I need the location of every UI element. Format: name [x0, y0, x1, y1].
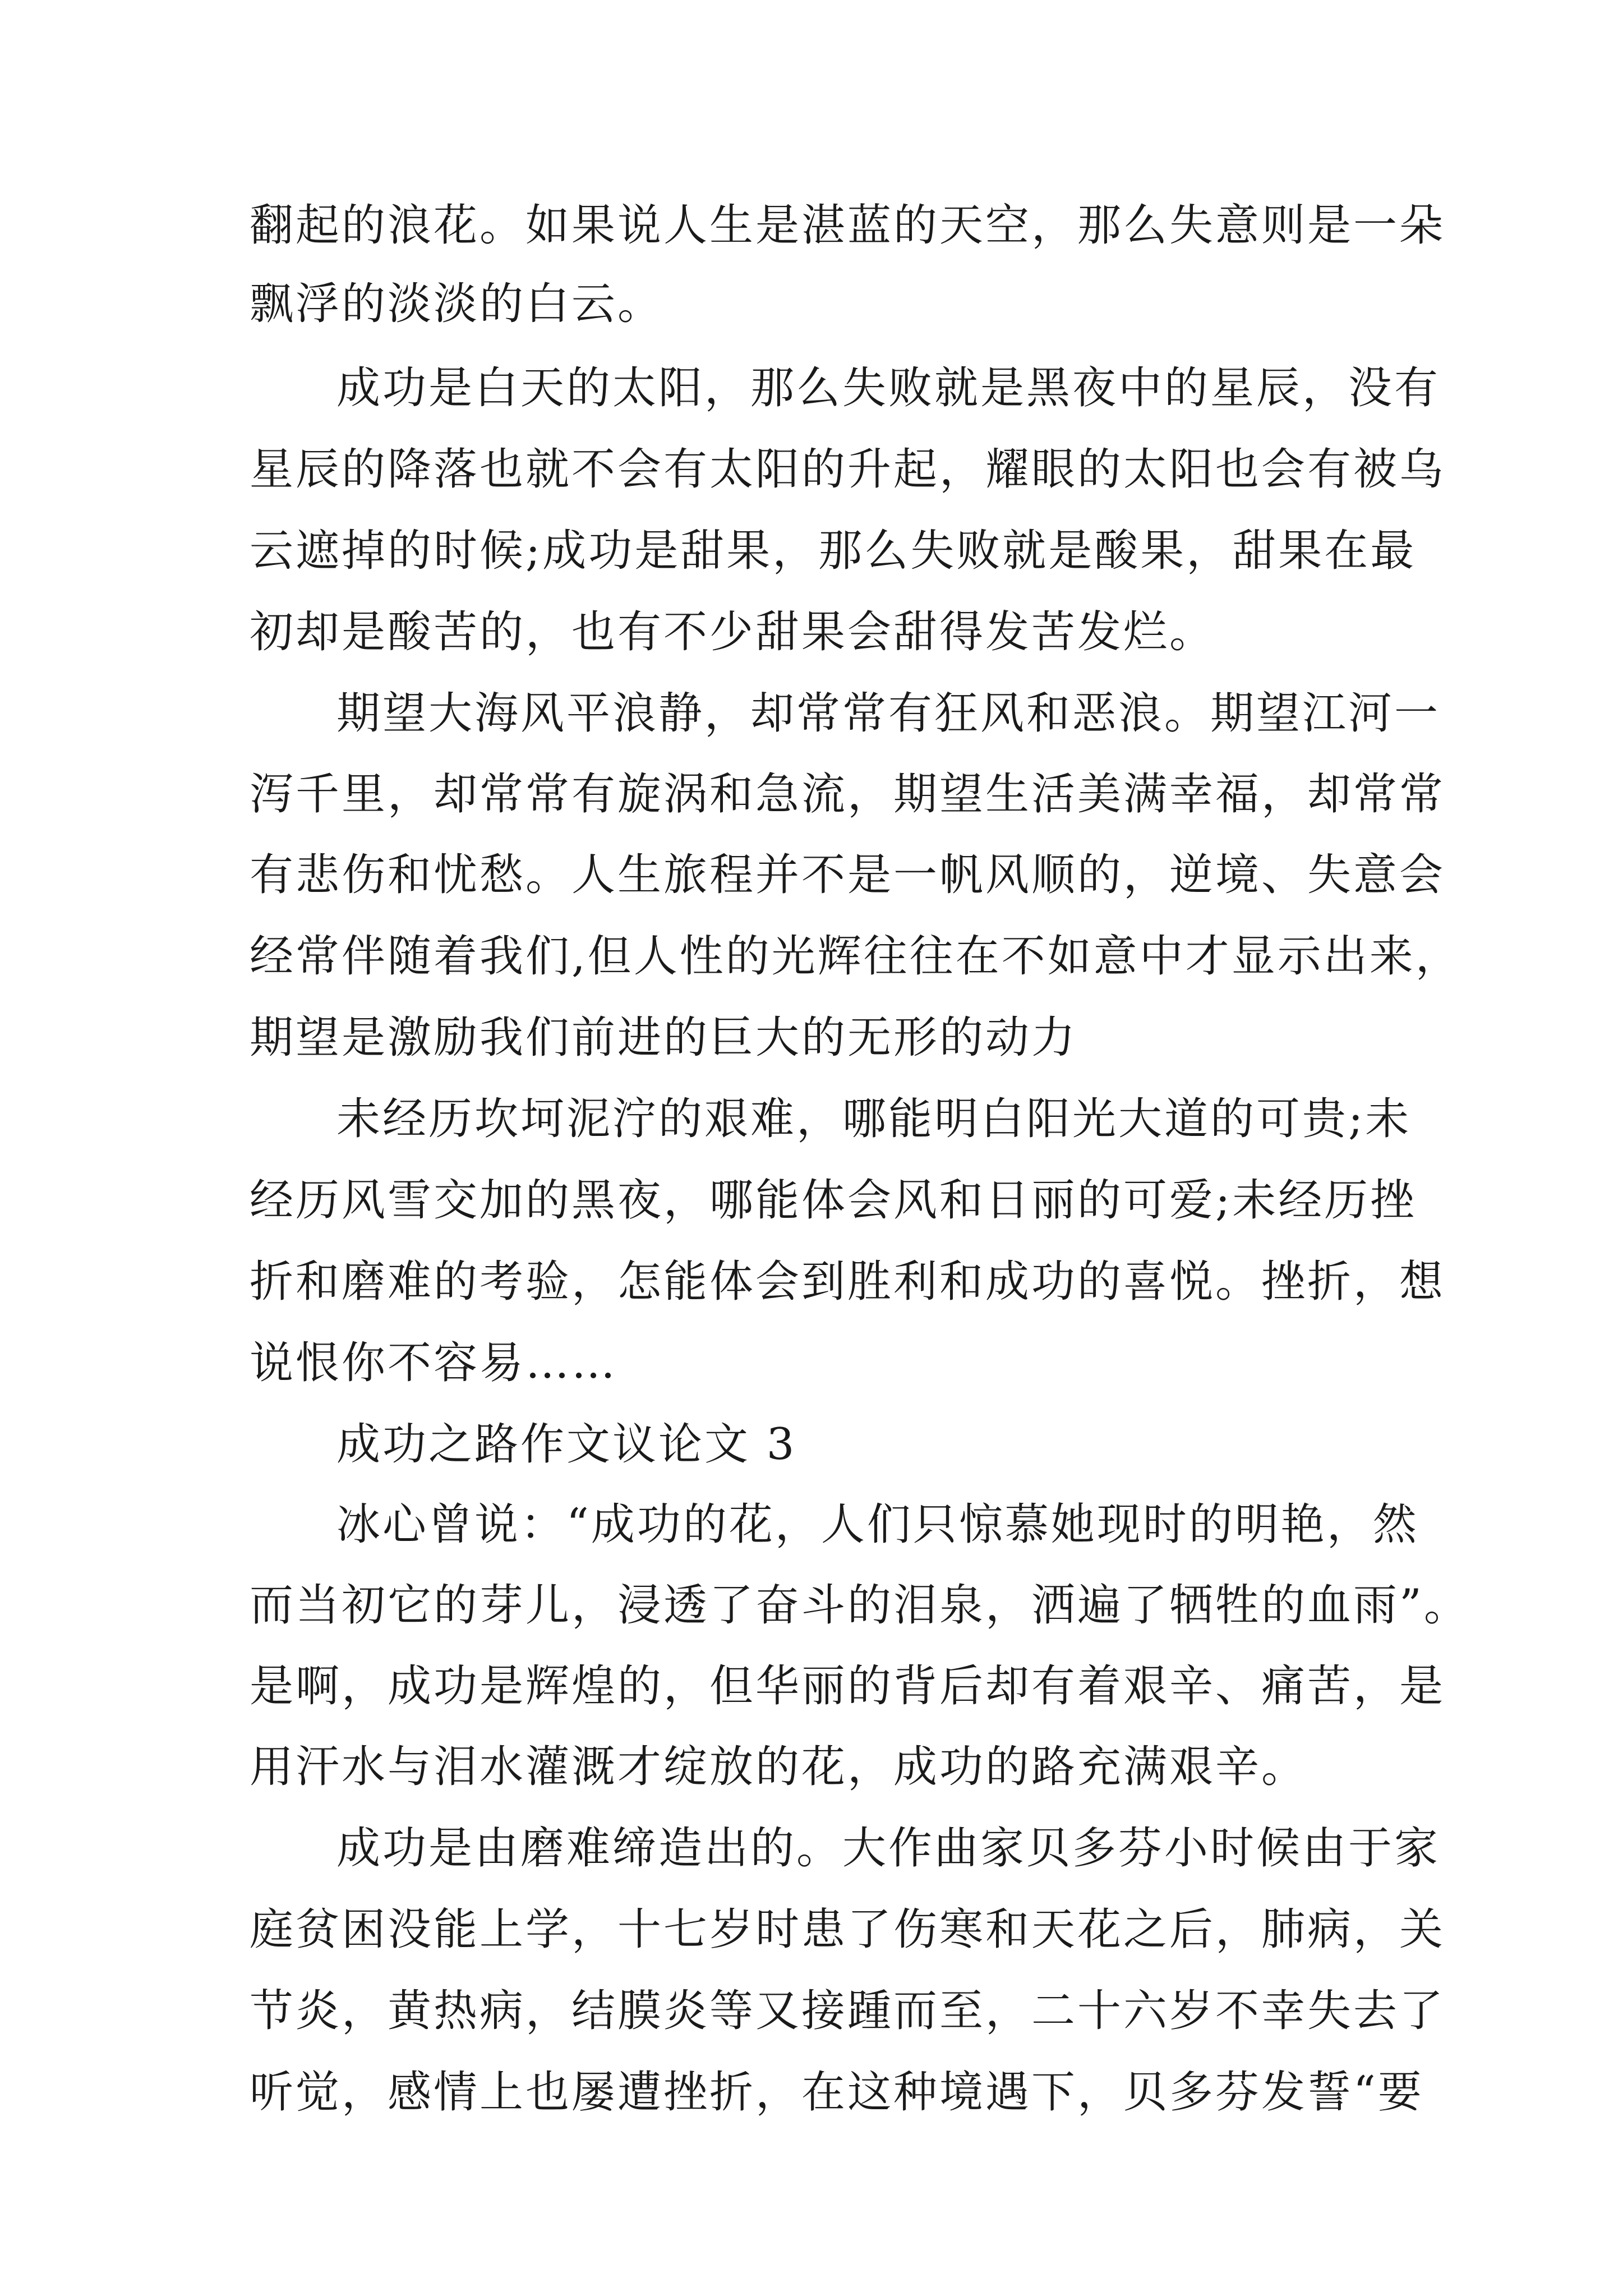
- paragraph-start-line: 冰心曾说：“成功的花，人们只惊慕她现时的明艳，然: [336, 1499, 1419, 1550]
- text-line: 初却是酸苦的，也有不少甜果会甜得发苦发烂。: [250, 607, 1216, 657]
- text-line: 用汗水与泪水灌溉才绽放的花，成功的路充满艰辛。: [250, 1742, 1308, 1792]
- section-heading: 成功之路作文议论文 3: [336, 1419, 797, 1470]
- text-line: 经历风雪交加的黑夜，哪能体会风和日丽的可爱;未经历挫: [250, 1175, 1417, 1226]
- text-line: 飘浮的淡淡的白云。: [250, 279, 664, 329]
- text-line: 节炎，黄热病，结膜炎等又接踵而至，二十六岁不幸失去了: [250, 1986, 1446, 2036]
- text-line: 听觉，感情上也屡遭挫折，在这种境遇下，贝多芬发誓“要: [250, 2067, 1424, 2118]
- text-line: 星辰的降落也就不会有太阳的升起，耀眼的太阳也会有被乌: [250, 444, 1446, 495]
- paragraph-start-line: 未经历坎坷泥泞的艰难，哪能明白阳光大道的可贵;未: [336, 1094, 1412, 1144]
- text-line: 经常伴随着我们,但人性的光辉往往在不如意中才显示出来，: [250, 931, 1461, 982]
- text-line: 庭贫困没能上学，十七岁时患了伤寒和天花之后，肺病，关: [250, 1904, 1446, 1955]
- paragraph-start-line: 成功是由磨难缔造出的。大作曲家贝多芬小时候由于家: [336, 1823, 1441, 1874]
- text-line: 期望是激励我们前进的巨大的无形的动力: [250, 1013, 1078, 1063]
- text-line: 是啊，成功是辉煌的，但华丽的背后却有着艰辛、痛苦，是: [250, 1661, 1446, 1711]
- text-line: 云遮掉的时候;成功是甜果，那么失败就是酸果，甜果在最: [250, 526, 1417, 576]
- text-line: 泻千里，却常常有旋涡和急流，期望生活美满幸福，却常常: [250, 769, 1446, 820]
- paragraph-start-line: 期望大海风平浪静，却常常有狂风和恶浪。期望江河一: [336, 688, 1441, 739]
- text-line: 翻起的浪花。如果说人生是湛蓝的天空，那么失意则是一朵: [250, 200, 1446, 251]
- paragraph-start-line: 成功是白天的太阳，那么失败就是黑夜中的星辰，没有: [336, 363, 1441, 413]
- text-line: 说恨你不容易……: [250, 1338, 618, 1388]
- text-line: 折和磨难的考验，怎能体会到胜利和成功的喜悦。挫折，想: [250, 1257, 1446, 1307]
- text-line: 而当初它的芽儿，浸透了奋斗的泪泉，洒遍了牺牲的血雨”。: [250, 1580, 1470, 1631]
- text-line: 有悲伤和忧愁。人生旅程并不是一帆风顺的，逆境、失意会: [250, 850, 1446, 900]
